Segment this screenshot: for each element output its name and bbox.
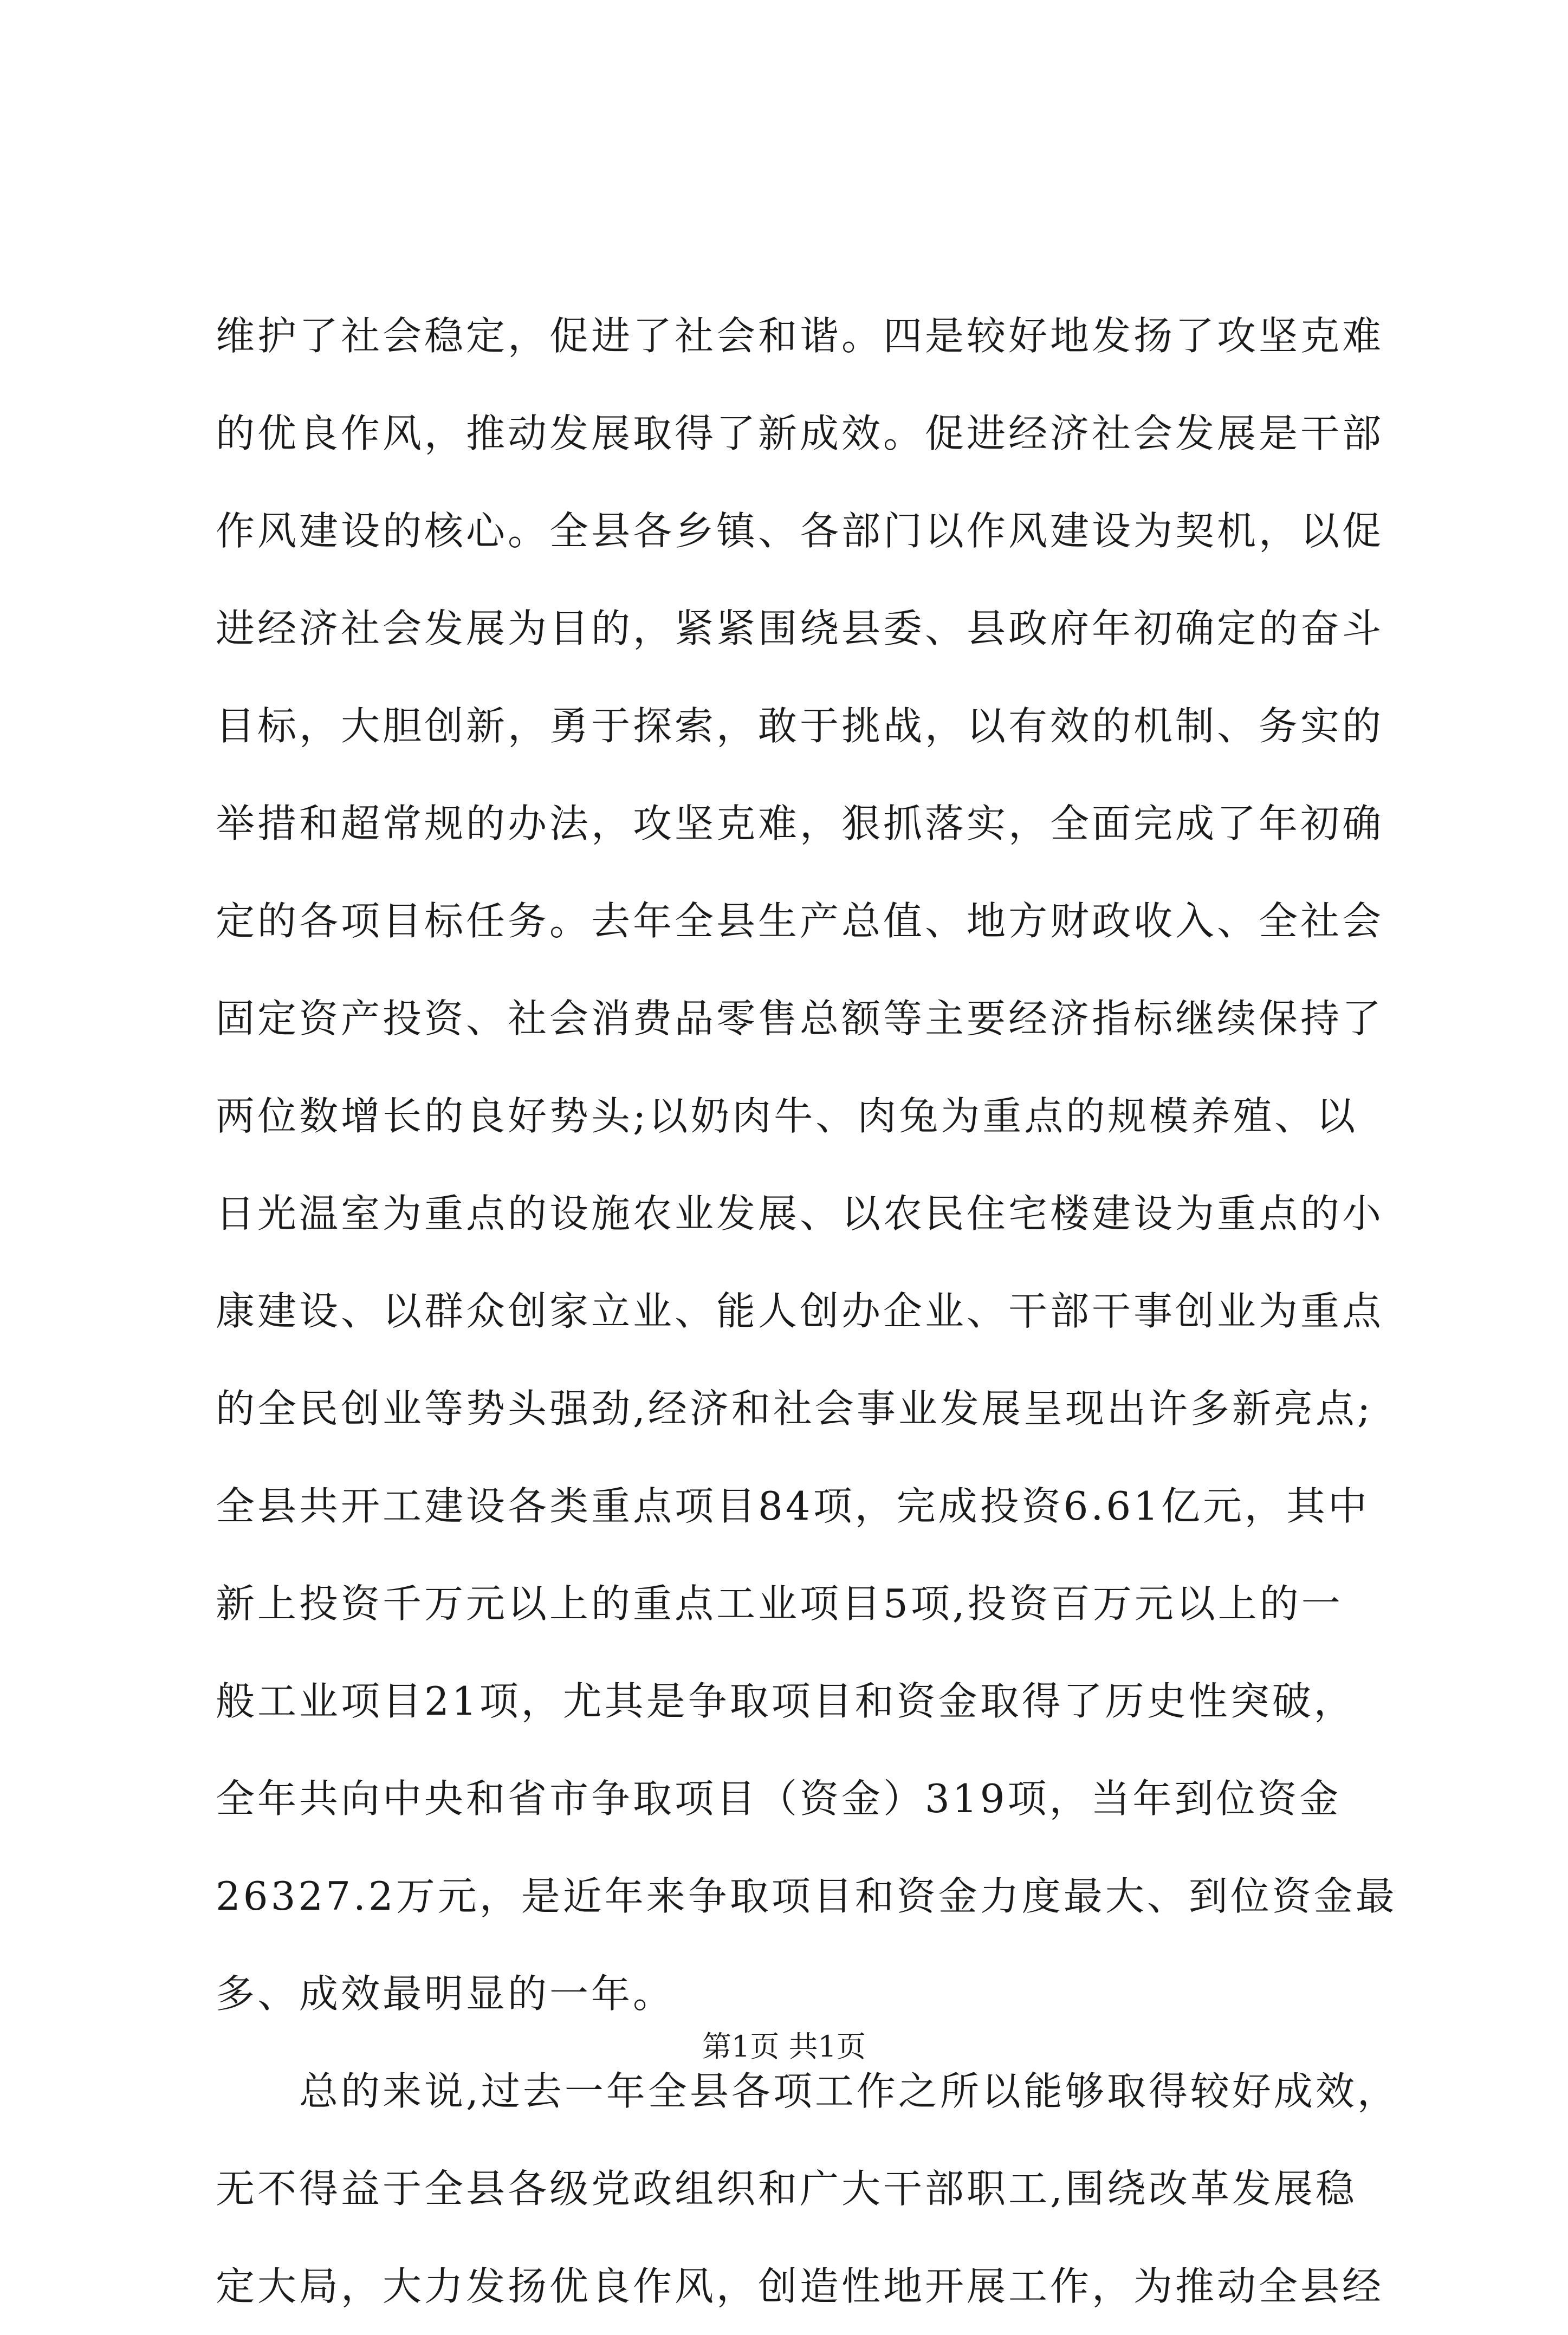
- text-line: 进经济社会发展为目的，紧紧围绕县委、县政府年初确定的奋斗: [216, 606, 1384, 651]
- text-line: 的优良作风，推动发展取得了新成效。促进经济社会发展是干部: [216, 411, 1384, 456]
- text-line: 维护了社会稳定，促进了社会和谐。四是较好地发扬了攻坚克难: [216, 313, 1384, 359]
- text-line: 无不得益于全县各级党政组织和广大干部职工,围绕改革发展稳: [216, 2166, 1357, 2211]
- text-line: 26327.2万元，是近年来争取项目和资金力度最大、到位资金最: [216, 1873, 1397, 1919]
- text-line: 全县共开工建设各类重点项目84项，完成投资6.61亿元，其中: [216, 1483, 1370, 1529]
- text-line: 全年共向中央和省市争取项目（资金）319项，当年到位资金: [216, 1776, 1342, 1821]
- text-line: 两位数增长的良好势头;以奶肉牛、肉兔为重点的规模养殖、以: [216, 1093, 1358, 1139]
- text-line: 日光温室为重点的设施农业发展、以农民住宅楼建设为重点的小: [216, 1191, 1384, 1236]
- text-line: 多、成效最明显的一年。: [216, 1971, 675, 2016]
- page-footer: [0, 2025, 1568, 2068]
- text-line: 定大局，大力发扬优良作风，创造性地开展工作，为推动全县经: [216, 2263, 1384, 2309]
- text-line: 新上投资千万元以上的重点工业项目5项,投资百万元以上的一: [216, 1581, 1343, 1626]
- text-line: 定的各项目标任务。去年全县生产总值、地方财政收入、全社会: [216, 898, 1384, 944]
- text-line: 固定资产投资、社会消费品零售总额等主要经济指标继续保持了: [216, 996, 1384, 1041]
- page-number: 第1页 共1页: [702, 2029, 866, 2064]
- text-line: 般工业项目21项，尤其是争取项目和资金取得了历史性突破，: [216, 1678, 1356, 1724]
- text-line: 举措和超常规的办法，攻坚克难，狠抓落实，全面完成了年初确: [216, 801, 1384, 846]
- text-line: 的全民创业等势头强劲,经济和社会事业发展呈现出许多新亮点;: [216, 1386, 1373, 1431]
- text-line: 总的来说,过去一年全县各项工作之所以能够取得较好成效，: [216, 2068, 1399, 2114]
- text-line: 作风建设的核心。全县各乡镇、各部门以作风建设为契机，以促: [216, 508, 1384, 554]
- text-line: 康建设、以群众创家立业、能人创办企业、干部干事创业为重点: [216, 1288, 1384, 1334]
- text-line: 目标，大胆创新，勇于探索，敢于挑战，以有效的机制、务实的: [216, 703, 1384, 749]
